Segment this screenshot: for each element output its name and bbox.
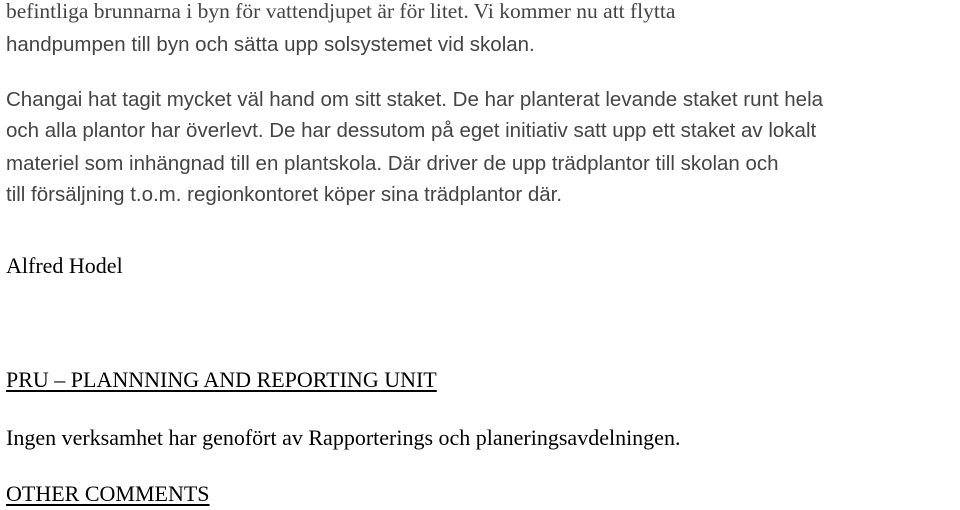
- signature-name: Alfred Hodel: [6, 253, 123, 278]
- text-line: och alla plantor har överlevt. De har dessutom på eget initiativ satt upp ett staket av lokalt: [6, 119, 817, 142]
- pru-body-text: Ingen verksamhet har genofört av Rapporterings och planeringsavdelningen.: [6, 425, 681, 450]
- text-line: materiel som inhängnad till en plantskola. Där driver de upp trädplantor till skolan och: [6, 152, 779, 175]
- text-line: befintliga brunnarna i byn för vattendjupet är för litet. Vi kommer nu att flytta: [6, 0, 676, 23]
- text-line: Changai hat tagit mycket väl hand om sitt staket. De har planterat levande staket runt hela: [6, 88, 824, 111]
- text-line: handpumpen till byn och sätta upp solsystemet vid skolan.: [6, 33, 535, 56]
- text-line: till försäljning t.o.m. regionkontoret köper sina trädplantor där.: [6, 183, 563, 206]
- section-heading-other-comments: OTHER COMMENTS: [6, 481, 210, 506]
- section-heading-pru: PRU – PLANNNING AND REPORTING UNIT: [6, 367, 437, 392]
